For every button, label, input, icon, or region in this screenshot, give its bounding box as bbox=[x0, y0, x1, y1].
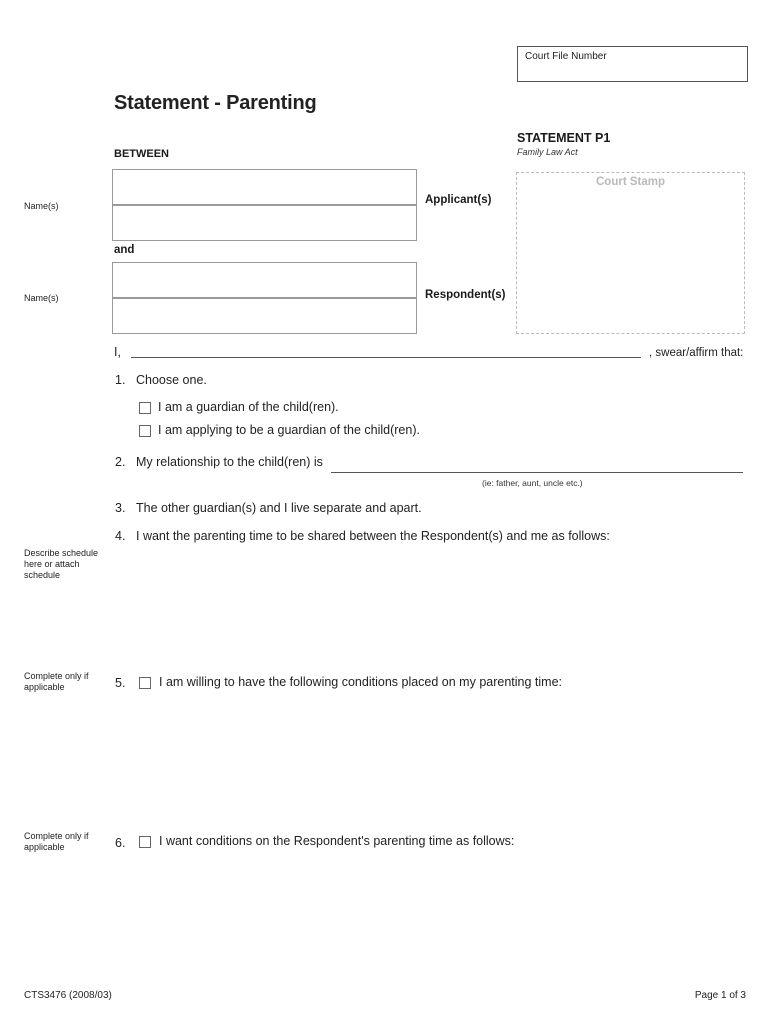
respondent-name-field-2[interactable] bbox=[112, 298, 417, 334]
item-5-text: I am willing to have the following conditions placed on my parenting time: bbox=[159, 675, 562, 689]
applicant-names-note: Name(s) bbox=[24, 201, 59, 211]
item-5-note: Complete only if applicable bbox=[24, 671, 89, 692]
item-6-number: 6. bbox=[115, 836, 126, 850]
item-6-note: Complete only if applicable bbox=[24, 831, 89, 852]
conditions-respondent-checkbox[interactable] bbox=[139, 836, 151, 848]
applying-guardian-checkbox[interactable] bbox=[139, 425, 151, 437]
parenting-time-schedule-area[interactable] bbox=[112, 550, 742, 660]
statement-title: STATEMENT P1 bbox=[517, 131, 611, 145]
statement-act: Family Law Act bbox=[517, 147, 578, 157]
deponent-name-field[interactable] bbox=[131, 357, 641, 358]
court-stamp-label: Court Stamp bbox=[596, 176, 665, 188]
between-label: BETWEEN bbox=[114, 148, 169, 160]
item-3-number: 3. bbox=[115, 501, 126, 515]
conditions-own-checkbox[interactable] bbox=[139, 677, 151, 689]
item-5-number: 5. bbox=[115, 676, 126, 690]
respondent-names-note: Name(s) bbox=[24, 293, 59, 303]
item-3-text: The other guardian(s) and I live separate and apart. bbox=[136, 501, 422, 515]
item-1-number: 1. bbox=[115, 373, 126, 387]
guardian-option-label: I am a guardian of the child(ren). bbox=[158, 400, 339, 414]
item-1-text: Choose one. bbox=[136, 373, 207, 387]
item-2-number: 2. bbox=[115, 455, 126, 469]
item-4-text: I want the parenting time to be shared between the Respondent(s) and me as follows: bbox=[136, 529, 610, 543]
relationship-hint: (ie: father, aunt, uncle etc.) bbox=[482, 478, 583, 488]
and-label: and bbox=[114, 244, 135, 256]
applicant-name-field-1[interactable] bbox=[112, 169, 417, 205]
court-file-number-field[interactable] bbox=[517, 46, 748, 82]
oath-suffix: , swear/affirm that: bbox=[649, 347, 744, 359]
form-code: CTS3476 (2008/03) bbox=[24, 990, 112, 1001]
court-file-number-label: Court File Number bbox=[525, 51, 607, 62]
oath-prefix: I, bbox=[114, 345, 121, 359]
applicant-label: Applicant(s) bbox=[425, 194, 492, 206]
relationship-field[interactable] bbox=[331, 472, 743, 473]
schedule-note: Describe schedule here or attach schedule bbox=[24, 548, 99, 580]
item-4-number: 4. bbox=[115, 529, 126, 543]
page-number: Page 1 of 3 bbox=[694, 990, 746, 1001]
respondent-name-field-1[interactable] bbox=[112, 262, 417, 298]
guardian-checkbox[interactable] bbox=[139, 402, 151, 414]
respondent-conditions-area[interactable] bbox=[112, 860, 742, 970]
item-6-text: I want conditions on the Respondent's parenting time as follows: bbox=[159, 834, 515, 848]
form-title: Statement - Parenting bbox=[114, 92, 317, 114]
applying-guardian-option-label: I am applying to be a guardian of the child(ren). bbox=[158, 423, 420, 437]
court-stamp-area bbox=[516, 172, 745, 334]
item-2-text: My relationship to the child(ren) is bbox=[136, 455, 323, 469]
applicant-name-field-2[interactable] bbox=[112, 205, 417, 241]
own-conditions-area[interactable] bbox=[112, 700, 742, 810]
respondent-label: Respondent(s) bbox=[425, 289, 506, 301]
